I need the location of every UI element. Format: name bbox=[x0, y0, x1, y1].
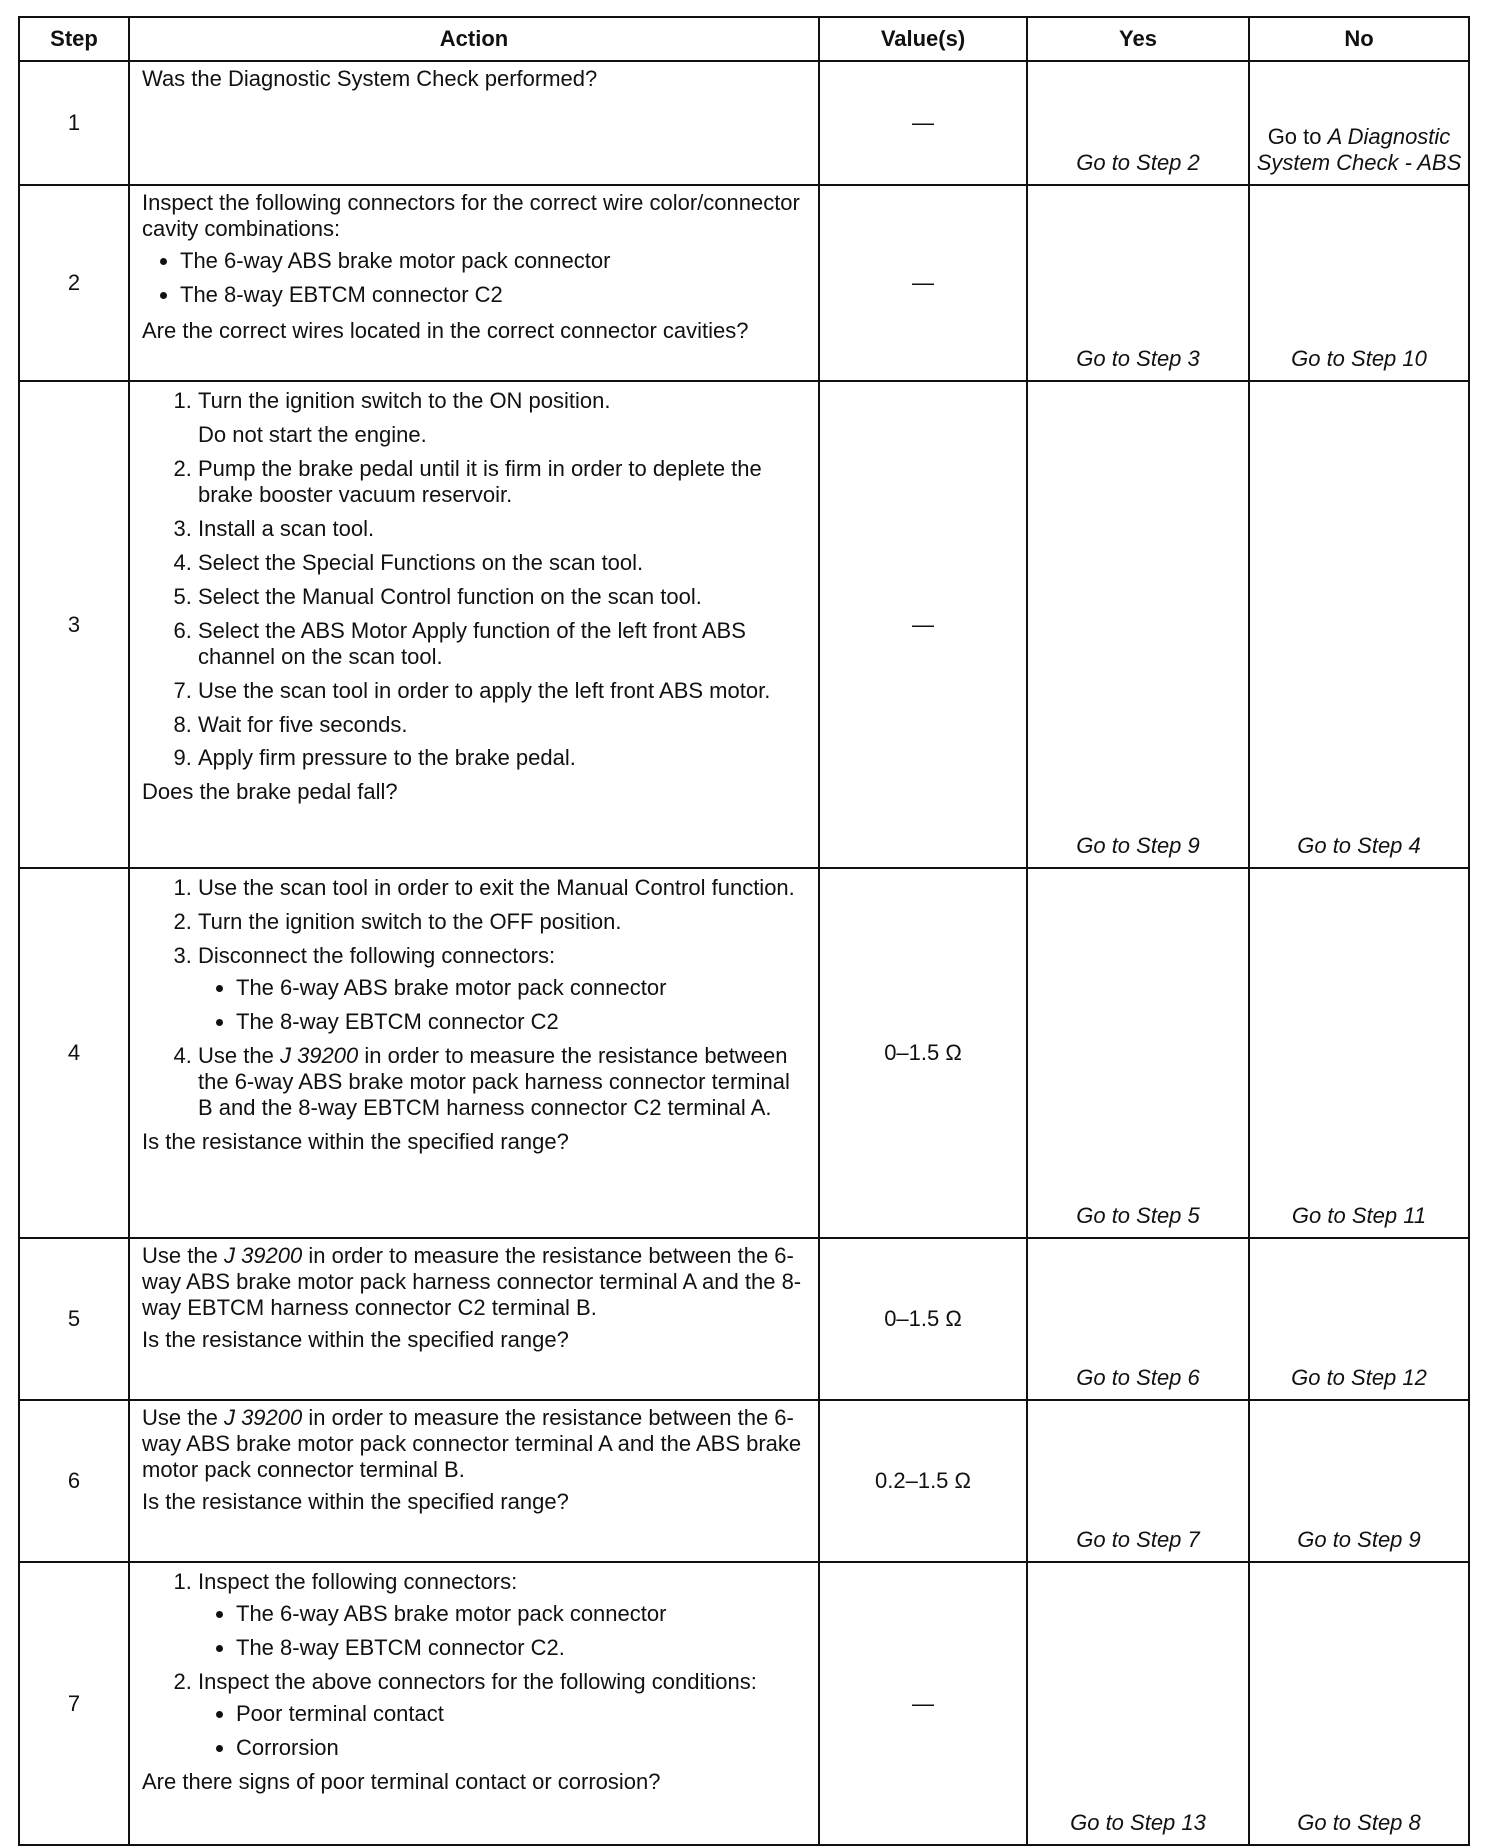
question-text: Does the brake pedal fall? bbox=[142, 779, 398, 805]
yes-cell: Go to Step 7 bbox=[1027, 1400, 1249, 1562]
yes-cell: Go to Step 6 bbox=[1027, 1238, 1249, 1400]
no-cell: Go to Step 12 bbox=[1249, 1238, 1469, 1400]
action-cell bbox=[129, 868, 819, 1238]
item-post: in order to measure the resistance between the 6-way ABS brake motor pack harness connector terminal B and the 8-way EBTCM harness connector C2 terminal A. bbox=[198, 1042, 790, 1120]
list-item: 3. Install a scan tool. bbox=[198, 516, 806, 542]
instruction-text bbox=[142, 1243, 806, 1321]
no-cell bbox=[1249, 61, 1469, 185]
list-item: 5. Select the Manual Control function on the scan tool. bbox=[198, 584, 806, 610]
step-number: 6 bbox=[19, 1400, 129, 1562]
yes-cell: Go to Step 2 bbox=[1027, 61, 1249, 185]
table-row bbox=[19, 1400, 1469, 1562]
list-item: 6. Select the ABS Motor Apply function of the left front ABS channel on the scan tool. bbox=[198, 618, 806, 670]
tool-ref: J 39200 bbox=[279, 1042, 359, 1068]
yes-cell: Go to Step 9 bbox=[1027, 381, 1249, 868]
value-cell: — bbox=[819, 1562, 1027, 1845]
question-text: Are the correct wires located in the correct connector cavities? bbox=[142, 317, 749, 343]
header-step: Step bbox=[19, 17, 129, 61]
header-row bbox=[19, 17, 1469, 61]
action-cell bbox=[129, 381, 819, 868]
step-number: 2 bbox=[19, 185, 129, 381]
instruction-pre: Use the bbox=[142, 1405, 218, 1430]
no-ref: A Diagnostic System Check - ABS bbox=[1256, 124, 1462, 176]
list-item: • The 8-way EBTCM connector C2. bbox=[236, 1635, 806, 1661]
list-item: • The 8-way EBTCM connector C2 bbox=[180, 282, 806, 308]
table-row bbox=[19, 1562, 1469, 1845]
list-item: • The 6-way ABS brake motor pack connector bbox=[180, 248, 806, 274]
list-item: 2. Pump the brake pedal until it is firm in order to deplete the brake booster vacuum reservoir. bbox=[198, 456, 806, 508]
header-values: Value(s) bbox=[819, 17, 1027, 61]
no-cell: Go to Step 8 bbox=[1249, 1562, 1469, 1845]
instruction-post: in order to measure the resistance between the 6-way ABS brake motor pack harness connector terminal A and the 8-way EBTCM harness connector C2 terminal B. bbox=[142, 1243, 802, 1320]
connector-list bbox=[198, 975, 806, 1035]
table-row bbox=[19, 185, 1469, 381]
list-item: • The 8-way EBTCM connector C2 bbox=[236, 1009, 806, 1035]
list-item: 8. Wait for five seconds. bbox=[198, 712, 806, 738]
instruction-post: in order to measure the resistance between the 6-way ABS brake motor pack connector terminal A and the ABS brake motor pack connector terminal B. bbox=[142, 1405, 802, 1482]
item-text: Inspect the above connectors for the following conditions: bbox=[198, 1668, 757, 1694]
table-row bbox=[19, 381, 1469, 868]
yes-cell: Go to Step 13 bbox=[1027, 1562, 1249, 1845]
table-row bbox=[19, 868, 1469, 1238]
intro-text: Inspect the following connectors for the correct wire color/connector cavity combinations: bbox=[142, 190, 800, 241]
no-cell: Go to Step 11 bbox=[1249, 868, 1469, 1238]
header-action: Action bbox=[129, 17, 819, 61]
step-number: 5 bbox=[19, 1238, 129, 1400]
item-text: Inspect the following connectors: bbox=[198, 1569, 518, 1594]
header-yes: Yes bbox=[1027, 17, 1249, 61]
list-item: • The 6-way ABS brake motor pack connector bbox=[236, 1601, 806, 1627]
instruction-text bbox=[142, 1405, 806, 1483]
diagnostic-table bbox=[18, 16, 1470, 1846]
question-text: Are there signs of poor terminal contact or corrosion? bbox=[142, 1768, 661, 1794]
connector-list bbox=[142, 248, 806, 308]
list-item: 2. Turn the ignition switch to the OFF position. bbox=[198, 909, 806, 935]
list-item bbox=[198, 943, 806, 1035]
action-cell bbox=[129, 1562, 819, 1845]
list-item: 9. Apply firm pressure to the brake pedal. bbox=[198, 745, 806, 771]
no-prefix: Go to bbox=[1267, 124, 1322, 150]
question-text: Was the Diagnostic System Check performed? bbox=[142, 66, 598, 91]
list-item: 1. Use the scan tool in order to exit the Manual Control function. bbox=[198, 875, 806, 901]
procedure-list bbox=[142, 875, 806, 1121]
procedure-list bbox=[142, 1569, 806, 1761]
question-text: Is the resistance within the specified range? bbox=[142, 1488, 569, 1514]
connector-list bbox=[198, 1601, 806, 1661]
step-number: 7 bbox=[19, 1562, 129, 1845]
list-item bbox=[198, 388, 806, 448]
list-item: • Corrorsion bbox=[236, 1735, 806, 1761]
value-cell: 0–1.5 Ω bbox=[819, 1238, 1027, 1400]
item-pre: Use the bbox=[198, 1042, 274, 1068]
tool-ref: J 39200 bbox=[223, 1405, 303, 1430]
procedure-list bbox=[142, 388, 806, 771]
value-cell: 0.2–1.5 Ω bbox=[819, 1400, 1027, 1562]
yes-cell: Go to Step 5 bbox=[1027, 868, 1249, 1238]
value-cell: — bbox=[819, 381, 1027, 868]
item-text: Disconnect the following connectors: bbox=[198, 942, 556, 968]
no-cell: Go to Step 4 bbox=[1249, 381, 1469, 868]
list-item: 4. Select the Special Functions on the scan tool. bbox=[198, 550, 806, 576]
list-item bbox=[198, 1569, 806, 1661]
condition-list bbox=[198, 1701, 806, 1761]
no-cell: Go to Step 9 bbox=[1249, 1400, 1469, 1562]
question-text: Is the resistance within the specified range? bbox=[142, 1128, 569, 1154]
header-no: No bbox=[1249, 17, 1469, 61]
instruction-pre: Use the bbox=[142, 1243, 218, 1268]
table-row bbox=[19, 1238, 1469, 1400]
list-item: 7. Use the scan tool in order to apply the left front ABS motor. bbox=[198, 678, 806, 704]
step-number: 1 bbox=[19, 61, 129, 185]
yes-cell: Go to Step 3 bbox=[1027, 185, 1249, 381]
action-cell bbox=[129, 1400, 819, 1562]
list-item: • The 6-way ABS brake motor pack connector bbox=[236, 975, 806, 1001]
tool-ref: J 39200 bbox=[223, 1243, 303, 1268]
step-number: 4 bbox=[19, 868, 129, 1238]
item-note: Do not start the engine. bbox=[198, 421, 427, 447]
value-cell: — bbox=[819, 61, 1027, 185]
item-text: Turn the ignition switch to the ON position. bbox=[198, 388, 611, 413]
list-item: • Poor terminal contact bbox=[236, 1701, 806, 1727]
no-cell: Go to Step 10 bbox=[1249, 185, 1469, 381]
value-cell: — bbox=[819, 185, 1027, 381]
action-cell bbox=[129, 185, 819, 381]
list-item bbox=[198, 1043, 806, 1121]
step-number: 3 bbox=[19, 381, 129, 868]
action-cell bbox=[129, 1238, 819, 1400]
question-text: Is the resistance within the specified range? bbox=[142, 1326, 569, 1352]
value-cell: 0–1.5 Ω bbox=[819, 868, 1027, 1238]
table-row bbox=[19, 61, 1469, 185]
list-item bbox=[198, 1669, 806, 1761]
action-cell bbox=[129, 61, 819, 185]
